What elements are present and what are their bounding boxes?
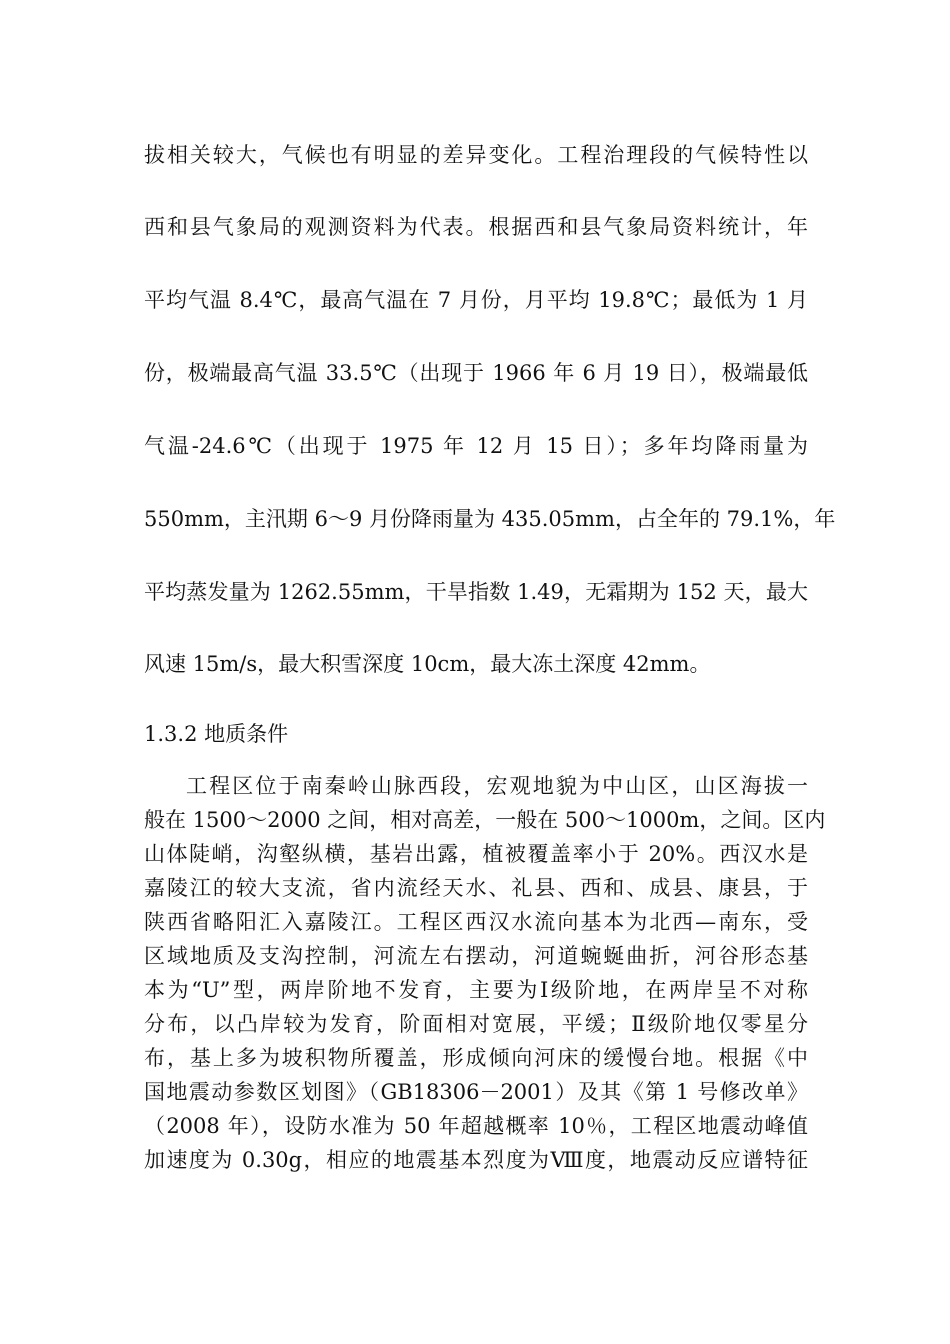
climate-line-6: 550mm，主汛期 6～9 月份降雨量为 435.05mm，占全年的 79.1%，年 [144, 507, 836, 531]
climate-line-7: 平均蒸发量为 1262.55mm，干旱指数 1.49，无霜期为 152 天，最大 [144, 580, 808, 604]
geology-line-9: 布，基上多为坡积物所覆盖，形成倾向河床的缓慢台地。根据《中 [144, 1046, 808, 1070]
climate-line-3: 平均气温 8.4℃，最高气温在 7 月份，月平均 19.8℃；最低为 1 月 [144, 288, 808, 312]
section-heading: 1.3.2 地质条件 [144, 722, 289, 746]
geology-line-7: 本为“U”型，两岸阶地不发育，主要为Ⅰ级阶地，在两岸呈不对称 [144, 978, 808, 1002]
geology-line-5: 陕西省略阳汇入嘉陵江。工程区西汉水流向基本为北西—南东，受 [144, 910, 808, 934]
geology-line-3: 山体陡峭，沟壑纵横，基岩出露，植被覆盖率小于 20%。西汉水是 [144, 842, 808, 866]
geology-line-1: 工程区位于南秦岭山脉西段，宏观地貌为中山区，山区海拔一 [186, 774, 808, 798]
geology-line-4: 嘉陵江的较大支流，省内流经天水、礼县、西和、成县、康县，于 [144, 876, 808, 900]
climate-line-8: 风速 15m/s，最大积雪深度 10cm，最大冻土深度 42mm。 [144, 652, 711, 676]
geology-line-10: 国地震动参数区划图》（GB18306－2001）及其《第 1 号修改单》 [144, 1080, 808, 1104]
geology-line-6: 区域地质及支沟控制，河流左右摆动，河道蜿蜒曲折，河谷形态基 [144, 944, 808, 968]
geology-line-8: 分布，以凸岸较为发育，阶面相对宽展，平缓；Ⅱ级阶地仅零星分 [144, 1012, 808, 1036]
geology-line-11: （2008 年），设防水准为 50 年超越概率 10％，工程区地震动峰值 [144, 1114, 808, 1138]
climate-line-2: 西和县气象局的观测资料为代表。根据西和县气象局资料统计，年 [144, 215, 808, 239]
climate-line-4: 份，极端最高气温 33.5℃（出现于 1966 年 6 月 19 日），极端最低 [144, 361, 808, 385]
geology-line-12: 加速度为 0.30g，相应的地震基本烈度为Ⅷ度，地震动反应谱特征 [144, 1148, 808, 1172]
climate-line-1: 拔相关较大，气候也有明显的差异变化。工程治理段的气候特性以 [144, 143, 808, 167]
geology-line-2: 般在 1500～2000 之间，相对高差，一般在 500～1000m，之间。区内 [144, 808, 826, 832]
climate-line-5: 气温-24.6℃（出现于 1975 年 12 月 15 日）；多年均降雨量为 [144, 434, 808, 458]
